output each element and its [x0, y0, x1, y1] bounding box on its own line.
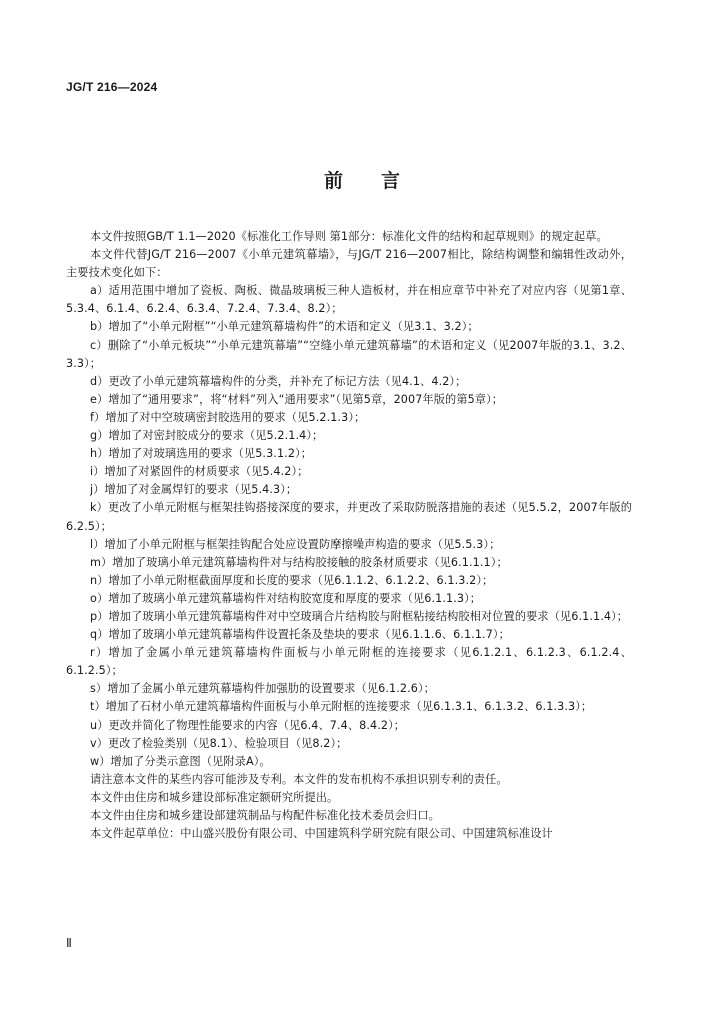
- foreword-body: [66, 228, 632, 843]
- page-title: [0, 166, 724, 193]
- list-item: a）适用范围中增加了瓷板、陶板、微晶玻璃板三种人造板材，并在相应章节中补充了对应内容（见第1章、5.3.4、6.1.4、6.2.4、6.3.4、7.2.4、7.3.4、8.2）；: [66, 284, 632, 316]
- list-item: d）更改了小单元建筑幕墙构件的分类，并补充了标记方法（见4.1、4.2）；: [90, 374, 467, 388]
- list-item: t）增加了石材小单元建筑幕墙构件面板与小单元附框的连接要求（见6.1.3.1、6.1.3.2、6.1.3.3）；: [90, 700, 593, 714]
- page-number: Ⅱ: [66, 936, 72, 950]
- list-item: o）增加了玻璃小单元建筑幕墙构件对结构胶宽度和厚度的要求（见6.1.1.3）；: [90, 591, 482, 605]
- list-item: u）更改并简化了物理性能要求的内容（见6.4、7.4、8.4.2）；: [90, 718, 406, 732]
- list-item: j）增加了对金属焊钉的要求（见5.4.3）；: [90, 483, 298, 497]
- document-code: JG/T 216—2024: [66, 80, 158, 94]
- paragraph: 请注意本文件的某些内容可能涉及专利。本文件的发布机构不承担识别专利的责任。: [90, 772, 508, 786]
- list-item: l）增加了小单元附框与框架挂钩配合处应设置防摩擦噪声构造的要求（见5.5.3）；: [90, 537, 501, 551]
- list-item: b）增加了“小单元附框”“小单元建筑幕墙构件”的术语和定义（见3.1、3.2）；: [90, 320, 479, 334]
- list-item: w）增加了分类示意图（见附录A）。: [90, 754, 271, 768]
- list-item: r）增加了金属小单元建筑幕墙构件面板与小单元附框的连接要求（见6.1.2.1、6.1.2.3、6.1.2.4、6.1.2.5）；: [66, 646, 632, 678]
- list-item: n）增加了小单元附框截面厚度和长度的要求（见6.1.1.2、6.1.2.2、6.1.3.2）；: [90, 573, 494, 587]
- paragraph: 本文件起草单位：中山盛兴股份有限公司、中国建筑科学研究院有限公司、中国建筑标准设计: [90, 827, 553, 841]
- list-item: k）更改了小单元附框与框架挂钩搭接深度的要求，并更改了采取防脱落措施的表述（见5.5.2，2007年版的6.2.5）；: [66, 501, 632, 533]
- paragraph: 本文件代替JG/T 216—2007《小单元建筑幕墙》，与JG/T 216—2007相比，除结构调整和编辑性改动外，主要技术变化如下：: [66, 248, 632, 280]
- list-item: v）更改了检验类别（见8.1）、检验项目（见8.2）；: [90, 736, 348, 750]
- paragraph: 本文件由住房和城乡建设部标准定额研究所提出。: [90, 790, 339, 804]
- list-item: s）增加了金属小单元建筑幕墙构件加强肋的设置要求（见6.1.2.6）；: [90, 682, 435, 696]
- list-item: g）增加了对密封胶成分的要求（见5.2.1.4）；: [90, 429, 324, 443]
- list-item: i）增加了对紧固件的材质要求（见5.4.2）；: [90, 465, 309, 479]
- list-item: f）增加了对中空玻璃密封胶选用的要求（见5.2.1.3）；: [90, 410, 366, 424]
- list-item: h）增加了对玻璃选用的要求（见5.3.1.2）；: [90, 447, 313, 461]
- list-item: c）删除了“小单元板块”“小单元建筑幕墙”“空缝小单元建筑幕墙”的术语和定义（见2007年版的3.1、3.2、3.3）；: [66, 338, 632, 370]
- title-char-1: 前: [323, 170, 343, 192]
- list-item: q）增加了玻璃小单元建筑幕墙构件设置托条及垫块的要求（见6.1.1.6、6.1.1.7）；: [90, 628, 510, 642]
- list-item: e）增加了“通用要求”，将“材料”列入“通用要求”（见第5章，2007年版的第5章）；: [90, 392, 504, 406]
- paragraph: 本文件由住房和城乡建设部建筑制品与构配件标准化技术委员会归口。: [90, 809, 440, 822]
- list-item: p）增加了玻璃小单元建筑幕墙构件对中空玻璃合片结构胶与附框粘接结构胶相对位置的要求（见6.1.1.4）；: [90, 609, 629, 623]
- paragraph: 本文件按照GB/T 1.1—2020《标准化工作导则 第1部分：标准化文件的结构和起草规则》的规定起草。: [90, 230, 608, 243]
- title-char-2: 言: [381, 170, 401, 192]
- list-item: m）增加了玻璃小单元建筑幕墙构件对与结构胶接触的胶条材质要求（见6.1.1.1）；: [90, 555, 508, 569]
